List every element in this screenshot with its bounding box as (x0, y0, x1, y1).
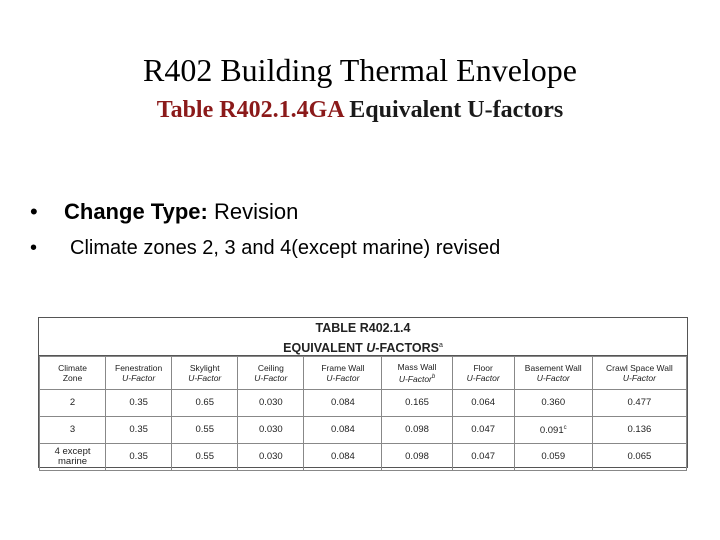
header-cell: Skylight U-Factor (172, 357, 238, 390)
table-row (40, 417, 687, 444)
zone-cell: 4 except marine (40, 444, 106, 471)
table-title-italic: U (366, 341, 376, 356)
value-cell: 0.098 (382, 417, 452, 444)
value-cell: 0.136 (592, 417, 686, 444)
value-cell: 0.55 (172, 444, 238, 471)
table-title-line1: TABLE R402.1.4 (315, 321, 411, 335)
table-header-row (40, 357, 687, 390)
value-cell: 0.098 (382, 444, 452, 471)
table-row (40, 390, 687, 417)
header-cell: Mass Wall U-Factor$^b$ (382, 357, 452, 390)
value-cell: 0.084 (304, 417, 382, 444)
value-cell: 0.030 (238, 444, 304, 471)
header-cell: Basement Wall U-Factor (514, 357, 592, 390)
value-cell: 0.35 (106, 417, 172, 444)
header-cell: Ceiling U-Factor (238, 357, 304, 390)
bullet-change-type (30, 198, 298, 226)
bullet-text: Revision (207, 199, 299, 224)
header-cell: Frame Wall U-Factor (304, 357, 382, 390)
slide-title: R402 Building Thermal Envelope (142, 52, 577, 88)
zone-cell: 3 (40, 417, 106, 444)
value-cell: 0.084 (304, 444, 382, 471)
value-cell: 0.047 (452, 444, 514, 471)
table-row (40, 444, 687, 471)
bullet-climate-zones (30, 234, 500, 262)
value-cell: 0.059 (514, 444, 592, 471)
value-cell: 0.091$^c$ (514, 417, 592, 444)
bullet-text: Climate zones 2, 3 and 4(except marine) revised (70, 237, 501, 259)
slide-subtitle (0, 95, 720, 125)
header-cell: Climate Zone (40, 357, 106, 390)
value-cell: 0.030 (238, 390, 304, 417)
value-cell: 0.65 (172, 390, 238, 417)
value-cell: 0.35 (106, 390, 172, 417)
subtitle-description: Equivalent U-factors (349, 97, 564, 123)
bullet-dot: • (30, 199, 38, 224)
bullet-dot: • (30, 237, 38, 259)
zone-cell: 2 (40, 390, 106, 417)
value-cell: 0.477 (592, 390, 686, 417)
value-cell: 0.030 (238, 417, 304, 444)
bullet-label: Change Type: (64, 199, 208, 224)
value-cell: 0.165 (382, 390, 452, 417)
value-cell: 0.35 (106, 444, 172, 471)
value-cell: 0.064 (452, 390, 514, 417)
table-title-footnote: a (438, 342, 443, 349)
value-cell: 0.084 (304, 390, 382, 417)
value-cell: 0.55 (172, 417, 238, 444)
value-cell: 0.047 (452, 417, 514, 444)
table-title (39, 318, 687, 356)
header-cell: Floor U-Factor (452, 357, 514, 390)
value-cell: 0.360 (514, 390, 592, 417)
header-cell: Fenestration U-Factor (106, 357, 172, 390)
table-title-text-end: -FACTORS (375, 341, 439, 356)
subtitle-table-ref: Table R402.1.4GA (156, 97, 344, 123)
u-factor-table (38, 317, 688, 468)
u-factor-grid (39, 356, 687, 471)
header-cell: Crawl Space Wall U-Factor (592, 357, 686, 390)
value-cell: 0.065 (592, 444, 686, 471)
table-title-line2 (39, 337, 687, 357)
table-title-text: EQUIVALENT (283, 341, 367, 356)
